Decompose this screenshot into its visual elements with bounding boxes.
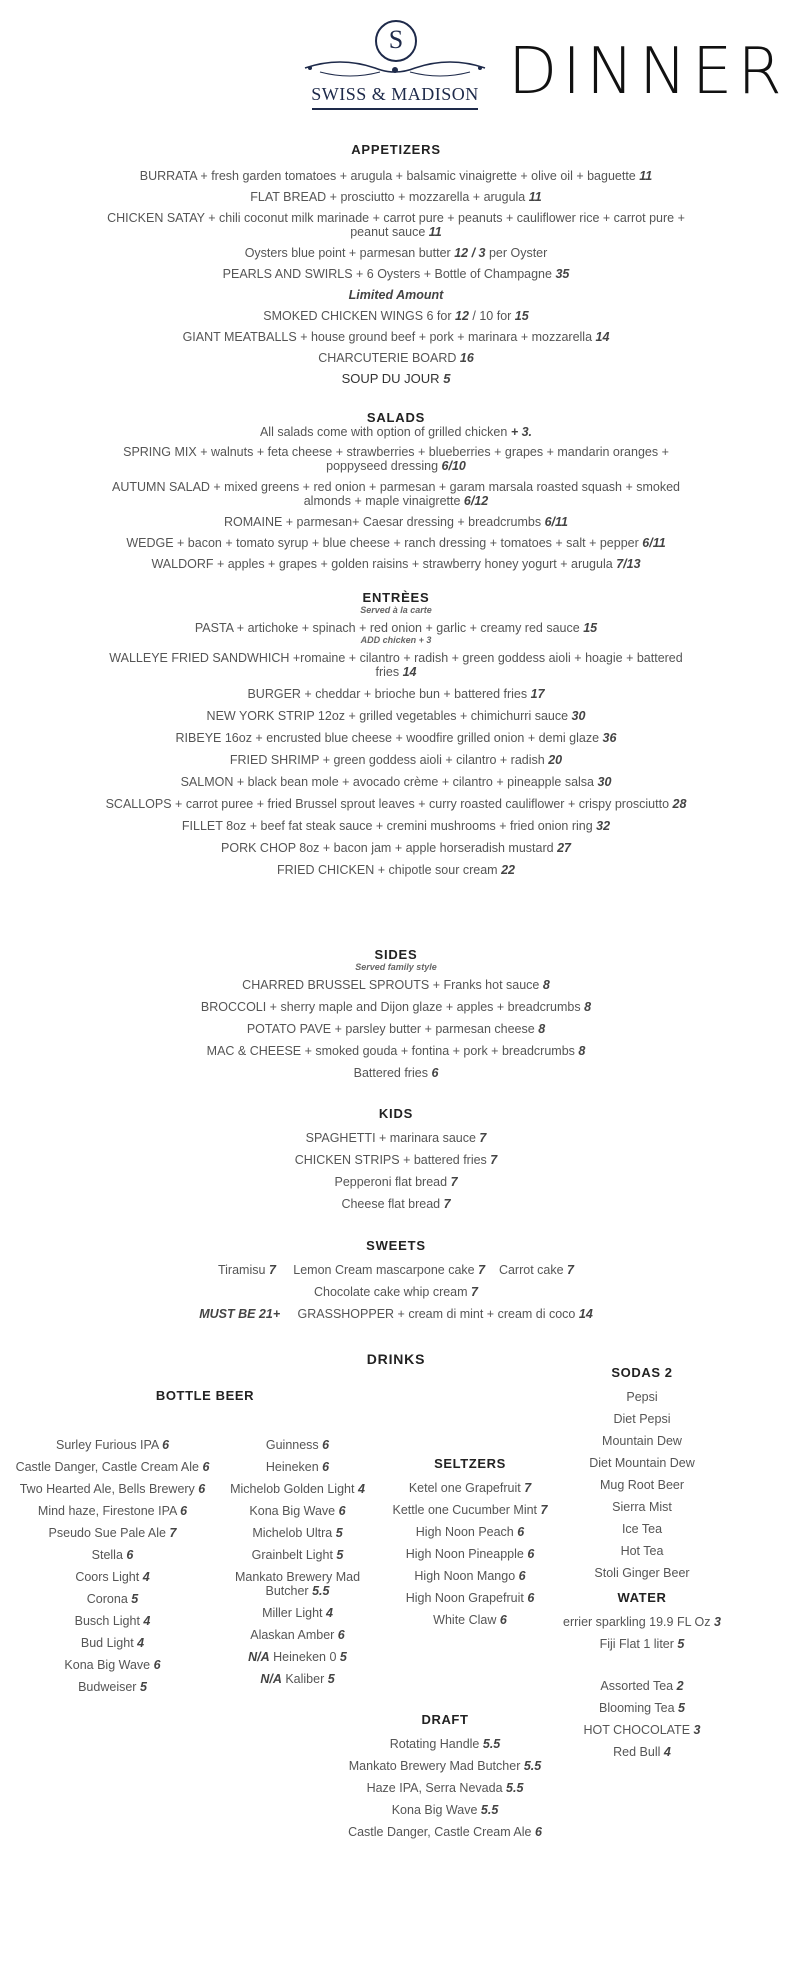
item-price: 4 — [357, 1482, 365, 1496]
menu-item — [210, 1624, 385, 1646]
appetizers-section — [0, 142, 792, 393]
item-description: BROCCOLI + sherry maple and Dijon glaze + apples + breadcrumbs — [200, 1000, 581, 1014]
menu-item — [330, 1755, 560, 1777]
item-price: 3 — [714, 1615, 721, 1629]
item-description: Coors Light — [75, 1570, 140, 1584]
menu-item — [330, 1821, 560, 1843]
pasta-add-note: ADD chicken + 3 — [360, 635, 432, 645]
item-description: BURGER + cheddar + brioche bun + battered fries — [247, 687, 528, 701]
item-description: Battered fries — [353, 1066, 428, 1080]
item-description: Mankato Brewery Mad Butcher — [348, 1759, 521, 1773]
item-price: Limited Amount — [348, 288, 444, 302]
item-description: High Noon Grapefruit — [405, 1591, 524, 1605]
item-description: HOT CHOCOLATE — [583, 1723, 691, 1737]
menu-item — [0, 1676, 225, 1698]
menu-item — [96, 978, 696, 992]
menu-item: PASTA + artichoke + spinach + red onion + garlic + creamy red sauce 15 — [194, 621, 598, 635]
item-price: 20 — [548, 753, 563, 767]
item-description: High Noon Pineapple — [405, 1547, 524, 1561]
item-description: CHARCUTERIE BOARD — [318, 351, 457, 365]
menu-item — [380, 1609, 560, 1631]
item-description: Rotating Handle — [389, 1737, 480, 1751]
item-description: SPAGHETTI + marinara sauce — [305, 1131, 476, 1145]
item-suffix: per Oyster — [485, 246, 548, 260]
menu-item — [0, 1588, 225, 1610]
menu-item — [210, 1434, 385, 1456]
menu-item — [380, 1521, 560, 1543]
item-description: Michelob Ultra — [252, 1526, 333, 1540]
menu-item — [96, 753, 696, 767]
item-price: 8 — [578, 1044, 586, 1058]
item-price: 27 — [557, 841, 571, 855]
menu-item — [96, 445, 696, 473]
item-description: Heineken 0 — [273, 1650, 337, 1664]
item-description: Corona — [86, 1592, 128, 1606]
menu-item — [330, 1733, 560, 1755]
item-description: SPRING MIX + walnuts + feta cheese + strawberries + blueberries + grapes + mandarin oranges + poppyseed dressing — [123, 445, 669, 473]
item-price: 6 — [126, 1548, 134, 1562]
soda-item: Diet Pepsi — [613, 1412, 671, 1426]
item-price: 6 — [202, 1460, 210, 1474]
item-price: 6 — [431, 1066, 439, 1080]
menu-item — [0, 1500, 225, 1522]
item-price: 8 — [542, 978, 550, 992]
sweets-row: Tiramisu 7 Lemon Cream mascarpone cake 7 Carrot cake 7 — [217, 1263, 574, 1277]
water-title: WATER — [617, 1590, 667, 1605]
item-price: 5.5 — [312, 1584, 330, 1598]
item-suffix: / 10 for — [468, 309, 515, 323]
menu-item — [96, 480, 696, 508]
item-price: 7 — [479, 1131, 487, 1145]
item-price: 36 — [602, 731, 617, 745]
menu-item — [96, 1153, 696, 1167]
menu-item — [210, 1544, 385, 1566]
menu-item — [96, 351, 696, 365]
item-description: High Noon Mango — [414, 1569, 516, 1583]
item-price: 30 — [571, 709, 586, 723]
salads-section — [0, 410, 792, 578]
salads-intro: All salads come with option of grilled chicken + 3. — [259, 425, 533, 439]
menu-item — [0, 1478, 225, 1500]
item-description: RIBEYE 16oz + encrusted blue cheese + woodfire grilled onion + demi glaze — [175, 731, 600, 745]
menu-item — [556, 1611, 728, 1633]
item-price: 6/10 — [441, 459, 466, 473]
item-description: High Noon Peach — [415, 1525, 514, 1539]
menu-item — [556, 1697, 728, 1719]
item-price: 5.5 — [482, 1737, 501, 1751]
item-description: Haze IPA, Serra Nevada — [366, 1781, 503, 1795]
item-description: WALDORF + apples + grapes + golden raisins + strawberry honey yogurt + arugula — [151, 557, 613, 571]
sweets-section — [0, 1238, 792, 1327]
item-description: Kettle one Cucumber Mint — [392, 1503, 538, 1517]
item-price: 6 — [534, 1825, 542, 1839]
item-price: 4 — [143, 1614, 151, 1628]
menu-item — [0, 1456, 225, 1478]
item-description: Heineken — [265, 1460, 319, 1474]
item-description: Kona Big Wave — [391, 1803, 478, 1817]
item-description: Pseudo Sue Pale Ale — [48, 1526, 166, 1540]
item-price: 8 — [538, 1022, 546, 1036]
item-price: 5 — [327, 1672, 335, 1686]
menu-item — [96, 288, 696, 302]
item-description: WALLEYE FRIED SANDWHICH +romaine + cilantro + radish + green goddess aioli + hoagie + battered fries — [109, 651, 683, 679]
na-prefix: N/A — [260, 1672, 282, 1686]
item-price: 6 — [338, 1504, 346, 1518]
item-price: 6/12 — [463, 494, 489, 508]
item-price: 5 — [677, 1637, 685, 1651]
menu-item — [96, 211, 696, 239]
item-price: 15 — [514, 309, 529, 323]
item-description: PORK CHOP 8oz + bacon jam + apple horseradish mustard — [221, 841, 554, 855]
item-price: 5 — [335, 1526, 343, 1540]
item-description: SMOKED CHICKEN WINGS 6 for — [263, 309, 452, 323]
item-description: SCALLOPS + carrot puree + fried Brussel sprout leaves + curry roasted cauliflower + crispy prosciutto — [105, 797, 670, 811]
item-description: PEARLS AND SWIRLS + 6 Oysters + Bottle of Champagne — [222, 267, 552, 281]
item-price: 5 — [131, 1592, 139, 1606]
menu-item — [96, 863, 696, 877]
item-description: Castle Danger, Castle Cream Ale — [15, 1460, 199, 1474]
item-price: 6 — [198, 1482, 206, 1496]
item-description: errier sparkling 19.9 FL Oz — [563, 1615, 711, 1629]
monogram: S — [375, 20, 417, 62]
menu-item — [96, 330, 696, 344]
item-description: Blooming Tea — [599, 1701, 675, 1715]
menu-item — [380, 1565, 560, 1587]
menu-header — [0, 0, 792, 120]
menu-item — [380, 1477, 560, 1499]
draft-title: DRAFT — [421, 1712, 469, 1727]
item-price: 11 — [639, 169, 653, 183]
item-description: CHICKEN SATAY + chili coconut milk marinade + carrot pure + peanuts + cauliflower rice + carrot pure + peanut sauce — [107, 211, 685, 239]
menu-item — [0, 1566, 225, 1588]
item-description: Mind haze, Firestone IPA — [37, 1504, 177, 1518]
item-price: 6 — [518, 1569, 526, 1583]
item-price: 5.5 — [480, 1803, 499, 1817]
item-description: Kona Big Wave — [249, 1504, 336, 1518]
item-price: 7 — [443, 1197, 451, 1211]
item-description: Red Bull — [613, 1745, 661, 1759]
item-price: 30 — [597, 775, 612, 789]
item-description: FRIED SHRIMP + green goddess aioli + cilantro + radish — [229, 753, 545, 767]
bottle-beer-col1 — [0, 1434, 225, 1698]
item-description: Budweiser — [78, 1680, 137, 1694]
item-description: Kona Big Wave — [64, 1658, 151, 1672]
menu-item — [96, 246, 696, 260]
menu-item — [210, 1478, 385, 1500]
menu-item — [96, 841, 696, 855]
item-description: Michelob Golden Light — [230, 1482, 355, 1496]
item-price: 4 — [325, 1606, 333, 1620]
item-price: 4 — [137, 1636, 145, 1650]
item-description: Guinness — [265, 1438, 319, 1452]
menu-item — [0, 1654, 225, 1676]
menu-item — [96, 267, 696, 281]
menu-item — [96, 1000, 696, 1014]
sweets-title: SWEETS — [366, 1238, 426, 1253]
item-description: FILLET 8oz + beef fat steak sauce + cremini mushrooms + fried onion ring — [181, 819, 593, 833]
item-description: BURRATA + fresh garden tomatoes + arugula + balsamic vinaigrette + olive oil + baguette — [139, 169, 636, 183]
age-note: MUST BE 21+ — [199, 1307, 281, 1321]
menu-item — [96, 1175, 696, 1189]
item-description: Bud Light — [80, 1636, 134, 1650]
menu-item — [210, 1646, 385, 1668]
item-price: 6 — [527, 1591, 535, 1605]
menu-item — [96, 797, 696, 811]
item-description: Surley Furious IPA — [55, 1438, 159, 1452]
item-description: POTATO PAVE + parsley butter + parmesan cheese — [246, 1022, 535, 1036]
item-price: 3 — [693, 1723, 701, 1737]
item-price: 4 — [142, 1570, 150, 1584]
item-price: 12 — [455, 309, 469, 323]
item-price: 5 — [678, 1701, 685, 1715]
menu-item — [96, 536, 696, 550]
item-price: 6 — [162, 1438, 170, 1452]
soda-item: Mug Root Beer — [599, 1478, 685, 1492]
bottle-beer-heading: BOTTLE BEER — [155, 1388, 255, 1403]
item-price: 6/11 — [544, 515, 569, 529]
bottle-beer-col2 — [210, 1434, 385, 1690]
item-price: 6 — [322, 1438, 330, 1452]
menu-item — [96, 1131, 696, 1145]
menu-item — [96, 169, 696, 183]
draft-list — [330, 1712, 560, 1843]
brand-logo — [300, 14, 490, 112]
seltzers-list — [380, 1456, 560, 1631]
item-price: 6 — [499, 1613, 507, 1627]
item-description: Fiji Flat 1 liter — [599, 1637, 674, 1651]
item-description: White Claw — [433, 1613, 497, 1627]
soda-item: Stoli Ginger Beer — [594, 1566, 690, 1580]
sweets-row: Chocolate cake whip cream 7 — [314, 1285, 478, 1299]
item-price: 6 — [322, 1460, 330, 1474]
kids-title: KIDS — [378, 1106, 414, 1121]
entrees-section — [0, 590, 792, 885]
soda-item: Sierra Mist — [612, 1500, 672, 1514]
item-description: Alaskan Amber — [250, 1628, 335, 1642]
menu-item — [210, 1522, 385, 1544]
menu-item — [96, 190, 696, 204]
item-description: CHICKEN STRIPS + battered fries — [294, 1153, 487, 1167]
item-price: 5 — [339, 1650, 347, 1664]
item-price: 2 — [676, 1679, 684, 1693]
item-description: Busch Light — [74, 1614, 140, 1628]
item-description: WEDGE + bacon + tomato syrup + blue cheese + ranch dressing + tomatoes + salt + pepper — [126, 536, 639, 550]
item-description: SALMON + black bean mole + avocado crème + cilantro + pineapple salsa — [180, 775, 595, 789]
menu-item — [96, 731, 696, 745]
item-price: 32 — [596, 819, 611, 833]
menu-item — [96, 515, 696, 529]
menu-item — [380, 1587, 560, 1609]
item-description: AUTUMN SALAD + mixed greens + red onion + parmesan + garam marsala roasted squash + smoked almonds + maple vinaigrette — [112, 480, 680, 508]
brand-underline — [312, 108, 478, 110]
item-price: 7 — [490, 1153, 498, 1167]
item-price: 5 — [139, 1680, 147, 1694]
item-description: Miller Light — [262, 1606, 323, 1620]
menu-item — [96, 1066, 696, 1080]
menu-item — [380, 1499, 560, 1521]
item-price: 6 — [153, 1658, 161, 1672]
item-price: 11 — [428, 225, 442, 239]
item-price: 5.5 — [506, 1781, 524, 1795]
item-price: 8 — [584, 1000, 592, 1014]
menu-item — [556, 1719, 728, 1741]
brand-name: SWISS & MADISON — [311, 84, 479, 104]
menu-item — [210, 1456, 385, 1478]
item-price: 7 — [169, 1526, 177, 1540]
menu-item — [96, 1044, 696, 1058]
entrees-title: ENTRÈES — [362, 590, 430, 605]
menu-item — [96, 709, 696, 723]
item-description: Mankato Brewery Mad Butcher — [234, 1570, 361, 1598]
sides-title: SIDES — [374, 947, 418, 962]
menu-item — [96, 372, 696, 386]
item-description: Oysters blue point + parmesan butter — [244, 246, 451, 260]
menu-item — [96, 775, 696, 789]
menu-item — [556, 1675, 728, 1697]
menu-item — [330, 1799, 560, 1821]
menu-item — [0, 1544, 225, 1566]
item-description: Two Hearted Ale, Bells Brewery — [19, 1482, 195, 1496]
item-description: Grainbelt Light — [251, 1548, 333, 1562]
item-description: CHARRED BRUSSEL SPROUTS + Franks hot sauce — [242, 978, 540, 992]
item-description: Cheese flat bread — [341, 1197, 441, 1211]
sides-subtitle: Served family style — [355, 962, 437, 972]
item-price: 6 — [517, 1525, 525, 1539]
menu-item — [228, 1566, 368, 1602]
menu-item — [556, 1633, 728, 1655]
item-description: FRIED CHICKEN + chipotle sour cream — [277, 863, 498, 877]
sodas-list — [556, 1365, 728, 1763]
item-price: 5 — [336, 1548, 344, 1562]
soda-item: Diet Mountain Dew — [589, 1456, 695, 1470]
item-price: 12 / 3 — [454, 246, 486, 260]
item-description: Ketel one Grapefruit — [408, 1481, 521, 1495]
item-description: ROMAINE + parmesan+ Caesar dressing + breadcrumbs — [223, 515, 542, 529]
item-price: 7 — [450, 1175, 458, 1189]
menu-item — [556, 1741, 728, 1763]
menu-item — [380, 1543, 560, 1565]
item-description: SOUP DU JOUR — [341, 371, 440, 386]
item-price: 6 — [337, 1628, 345, 1642]
item-description: FLAT BREAD + prosciutto + mozzarella + arugula — [250, 190, 526, 204]
page-title: DINNER — [508, 35, 787, 109]
soda-item: Hot Tea — [620, 1544, 664, 1558]
item-description: MAC & CHEESE + smoked gouda + fontina + pork + breadcrumbs — [206, 1044, 575, 1058]
sweets-row: MUST BE 21+ GRASSHOPPER + cream di mint + cream di coco 14 — [199, 1307, 593, 1321]
item-description: Pepperoni flat bread — [334, 1175, 448, 1189]
item-description: Castle Danger, Castle Cream Ale — [348, 1825, 532, 1839]
menu-item — [96, 557, 696, 571]
soda-item: Pepsi — [626, 1390, 658, 1404]
kids-section — [0, 1106, 792, 1219]
na-prefix: N/A — [248, 1650, 270, 1664]
entrees-subtitle: Served à la carte — [360, 605, 432, 615]
menu-item — [96, 1197, 696, 1211]
menu-item — [0, 1610, 225, 1632]
item-price: 35 — [555, 267, 570, 281]
item-price: 14 — [595, 330, 610, 344]
sodas-title: SODAS 2 — [611, 1365, 673, 1380]
item-description: GIANT MEATBALLS + house ground beef + pork + marinara + mozzarella — [182, 330, 593, 344]
item-price: 7 — [524, 1481, 532, 1495]
menu-item — [210, 1500, 385, 1522]
item-description: NEW YORK STRIP 12oz + grilled vegetables + chimichurri sauce — [206, 709, 569, 723]
menu-item — [0, 1522, 225, 1544]
item-price: 14 — [402, 665, 417, 679]
item-description: Kaliber — [285, 1672, 325, 1686]
menu-item — [96, 687, 696, 701]
menu-item — [96, 1022, 696, 1036]
item-price: 5 — [443, 371, 451, 386]
appetizers-title: APPETIZERS — [351, 142, 441, 157]
menu-item — [330, 1777, 560, 1799]
item-price: 6/11 — [642, 536, 666, 550]
sides-section — [0, 947, 792, 1088]
item-price: 6 — [180, 1504, 188, 1518]
item-price: 6 — [527, 1547, 535, 1561]
soda-item: Mountain Dew — [602, 1434, 682, 1448]
item-price: 11 — [528, 190, 542, 204]
menu-item — [0, 1434, 225, 1456]
menu-item — [96, 309, 696, 323]
menu-item — [210, 1602, 385, 1624]
item-price: 7/13 — [616, 557, 641, 571]
menu-item — [0, 1632, 225, 1654]
item-price: 4 — [663, 1745, 671, 1759]
item-price: 7 — [540, 1503, 548, 1517]
ornament-scroll-icon — [300, 54, 490, 82]
menu-item — [96, 819, 696, 833]
item-description: Stella — [91, 1548, 123, 1562]
menu-item — [210, 1668, 385, 1690]
item-price: 16 — [459, 351, 474, 365]
seltzers-title: SELTZERS — [434, 1456, 506, 1471]
soda-item: Ice Tea — [621, 1522, 663, 1536]
item-description: Assorted Tea — [600, 1679, 674, 1693]
drinks-title: DRINKS — [366, 1351, 426, 1367]
item-price: 5.5 — [523, 1759, 542, 1773]
item-price: 22 — [501, 863, 515, 877]
menu-item — [96, 651, 696, 679]
item-price: 17 — [530, 687, 545, 701]
item-price: 28 — [672, 797, 687, 811]
salads-title: SALADS — [366, 410, 426, 425]
